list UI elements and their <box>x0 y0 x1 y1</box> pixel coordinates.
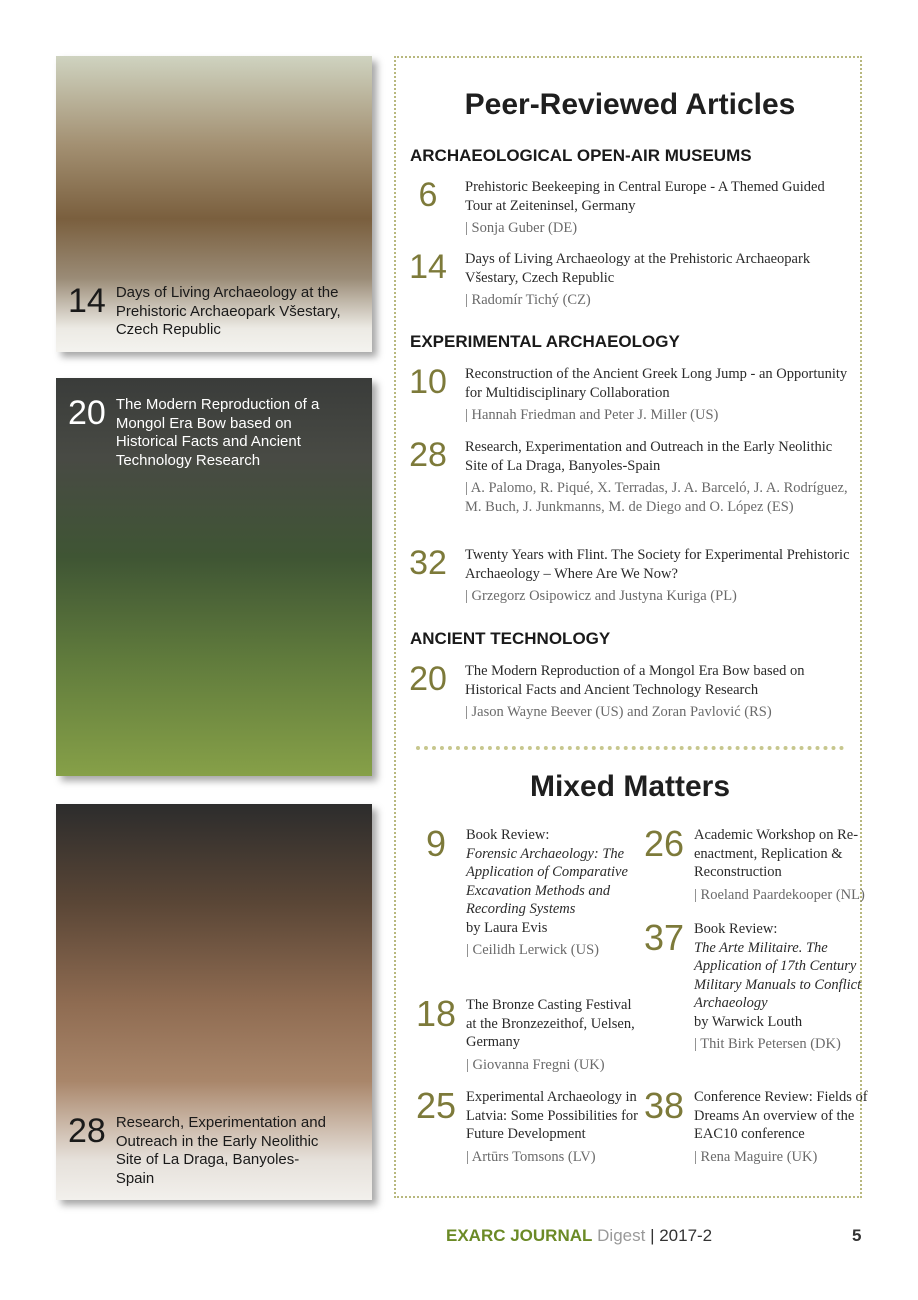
mixed-italic-title: The Arte Militaire. The Application of 17th Century Military Manuals to Conflict Archaeology <box>694 939 862 1011</box>
article-title: Days of Living Archaeology at the Prehistoric Archaeopark Všestary, Czech Republic <box>465 251 811 286</box>
mixed-lead: Book Review: <box>694 921 778 937</box>
article-page-number: 20 <box>409 660 447 698</box>
photo-living-archaeology <box>56 56 372 352</box>
article-title: Research, Experimentation and Outreach in the Early Neolithic Site of La Draga, Banyoles-Spain <box>465 439 833 474</box>
photo-caption <box>68 1114 328 1188</box>
article-author: | Radomír Tichý (CZ) <box>465 292 591 308</box>
mixed-lead: Experimental Archaeology in Latvia: Some Possibilities for Future Development <box>466 1089 638 1142</box>
section-heading: ARCHAEOLOGICAL OPEN-AIR MUSEUMS <box>410 146 752 165</box>
photo-caption <box>68 396 352 470</box>
photo-caption <box>68 284 352 340</box>
photo-mongol-bow <box>56 378 372 776</box>
mixed-page-number: 25 <box>415 1085 457 1126</box>
article-page-number: 32 <box>409 544 447 582</box>
article-page-number: 14 <box>409 248 447 286</box>
mixed-page-number: 38 <box>643 1085 685 1126</box>
mixed-tail: by Laura Evis <box>466 919 548 936</box>
journal-issue: | 2017-2 <box>650 1226 713 1245</box>
section-heading: ANCIENT TECHNOLOGY <box>410 629 611 648</box>
article-author: | Jason Wayne Beever (US) and Zoran Pavlović (RS) <box>465 704 772 720</box>
article-page-number: 28 <box>409 436 447 474</box>
footer <box>446 1226 712 1246</box>
mixed-author: | Artūrs Tomsons (LV) <box>466 1148 596 1165</box>
section-heading: EXPERIMENTAL ARCHAEOLOGY <box>410 332 680 351</box>
mixed-page-number: 26 <box>643 823 685 864</box>
article-page-number: 6 <box>418 176 438 214</box>
mixed-author: | Giovanna Fregni (UK) <box>466 1056 605 1073</box>
article-author: | A. Palomo, R. Piqué, X. Terradas, J. A. Barceló, J. A. Rodríguez, M. Buch, J. Junkmanns, M. de Diego and O. López (ES) <box>465 480 848 515</box>
article-author: | Grzegorz Osipowicz and Justyna Kuriga (PL) <box>465 588 737 604</box>
photo-caption-text: The Modern Reproduction of a Mongol Era Bow based on Historical Facts and Ancient Technology Research <box>115 396 320 469</box>
mixed-author: | Roeland Paardekooper (NL) <box>694 886 865 903</box>
mixed-page-number: 18 <box>415 993 457 1034</box>
mixed-lead: Conference Review: Fields of Dreams An overview of the EAC10 conference <box>694 1089 868 1142</box>
mixed-author: | Ceilidh Lerwick (US) <box>466 942 599 958</box>
peer-reviewed-title: Peer-Reviewed Articles <box>464 88 796 121</box>
photo-caption-text: Research, Experimentation and Outreach in the Early Neolithic Site of La Draga, Banyoles-Spain <box>115 1114 326 1187</box>
dotted-divider <box>416 746 844 750</box>
photo-page-number: 28 <box>68 1112 106 1150</box>
article-page-number: 10 <box>409 363 447 401</box>
photo-la-draga <box>56 804 372 1200</box>
mixed-lead: The Bronze Casting Festival at the Bronzezeithof, Uelsen, Germany <box>466 997 635 1050</box>
mixed-lead: Academic Workshop on Re-enactment, Replication & Reconstruction <box>694 827 859 880</box>
page-number: 5 <box>852 1226 862 1245</box>
article-title: The Modern Reproduction of a Mongol Era Bow based on Historical Facts and Ancient Technology Research <box>465 663 805 698</box>
mixed-author: | Rena Maguire (UK) <box>694 1148 818 1165</box>
mixed-lead: Book Review: <box>466 827 550 843</box>
journal-name: EXARC JOURNAL <box>446 1226 593 1245</box>
photo-page-number: 20 <box>68 394 106 432</box>
mixed-italic-title: Forensic Archaeology: The Application of Comparative Excavation Methods and Recording Systems <box>466 845 628 917</box>
article-author: | Hannah Friedman and Peter J. Miller (US) <box>465 407 719 423</box>
contents-panel <box>394 56 868 1198</box>
mixed-author: | Thit Birk Petersen (DK) <box>694 1036 841 1052</box>
mixed-page-number: 37 <box>643 917 685 958</box>
photo-page-number: 14 <box>68 282 106 320</box>
photo-caption-text: Days of Living Archaeology at the Prehistoric Archaeopark Všestary, Czech Republic <box>115 284 341 338</box>
article-title: Prehistoric Beekeeping in Central Europe - A Themed Guided Tour at Zeiteninsel, Germany <box>465 179 825 214</box>
mixed-page-number: 9 <box>425 823 447 864</box>
article-title: Reconstruction of the Ancient Greek Long Jump - an Opportunity for Multidisciplinary Collaboration <box>465 366 848 401</box>
journal-digest: Digest <box>597 1226 646 1245</box>
mixed-matters-title: Mixed Matters <box>529 770 731 803</box>
mixed-tail: by Warwick Louth <box>694 1013 803 1030</box>
article-title: Twenty Years with Flint. The Society for Experimental Prehistoric Archaeology – Where Are We Now? <box>465 547 850 582</box>
article-author: | Sonja Guber (DE) <box>465 220 578 236</box>
